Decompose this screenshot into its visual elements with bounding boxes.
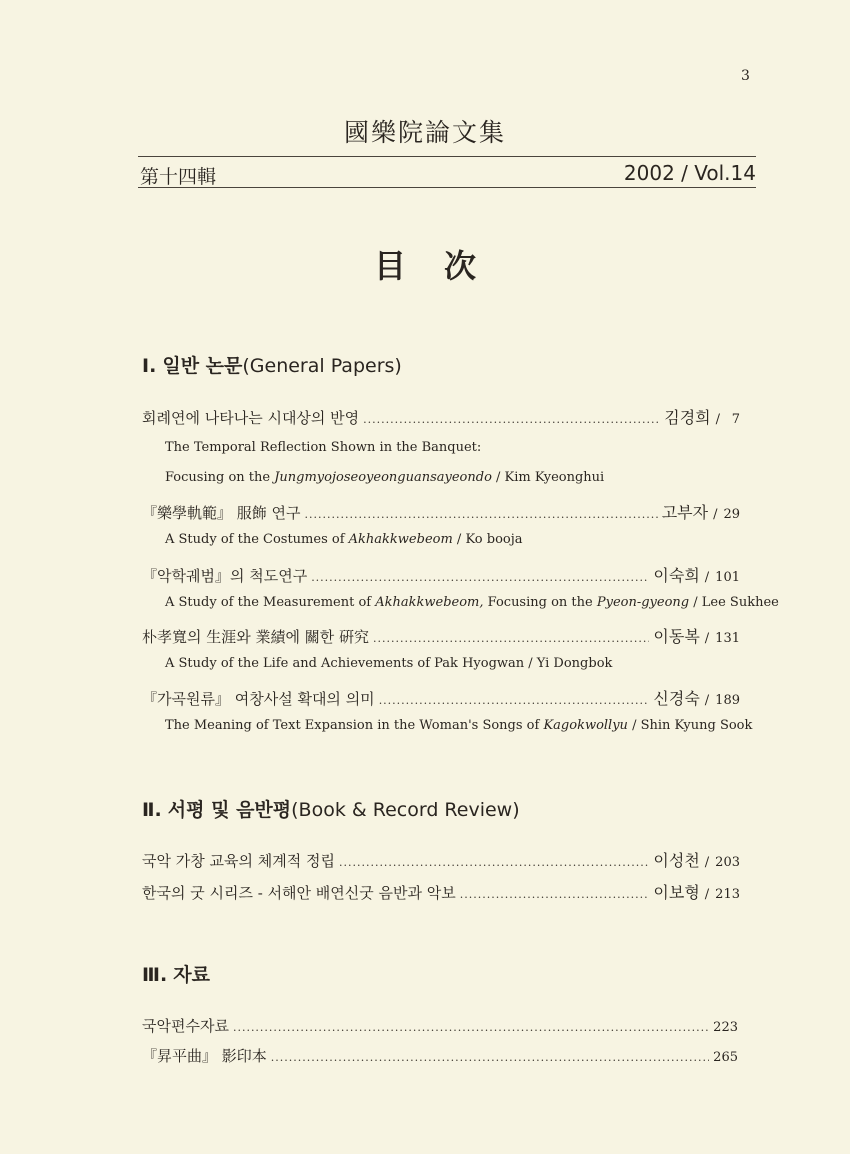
leader-dots (339, 856, 649, 869)
page-number: 3 (741, 68, 750, 84)
entry-page: 213 (715, 887, 740, 902)
entry-subtitle: The Temporal Reflection Shown in the Banquet: (165, 440, 482, 455)
header-rule-top (138, 156, 756, 157)
separator: / (704, 570, 710, 585)
entry-title: 『樂學軌範』 服飾 연구 (142, 504, 301, 522)
section-title: 일반 논문 (162, 355, 243, 377)
toc-title: 目次 (373, 247, 514, 285)
section-numeral: Ⅲ. (142, 964, 168, 986)
entry-subtitle: A Study of the Measurement of Akhakkwebeom, Focusing on the Pyeon-gyeong / Lee Sukhee (165, 595, 779, 610)
section-title: 서평 및 음반평 (167, 799, 292, 821)
journal-title: 國樂院論文集 (343, 118, 506, 147)
section-heading-materials (142, 960, 210, 987)
toc-entry[interactable] (142, 1015, 738, 1037)
entry-page: 223 (713, 1020, 738, 1035)
leader-dots (311, 571, 649, 584)
entry-title: 한국의 굿 시리즈 - 서해안 배연신굿 음반과 악보 (142, 884, 456, 902)
toc-entry[interactable] (142, 405, 740, 427)
section-title-en: (Book & Record Review) (291, 799, 520, 821)
leader-dots (233, 1021, 709, 1034)
entry-subtitle: A Study of the Life and Achievements of Pak Hyogwan / Yi Dongbok (165, 656, 613, 671)
section-heading-general-papers (142, 351, 402, 378)
separator: / (715, 412, 720, 427)
entry-author: 이성천 (653, 851, 700, 870)
entry-page: 265 (713, 1050, 738, 1065)
separator: / (713, 507, 718, 522)
entry-title: 朴孝寬의 生涯와 業績에 關한 硏究 (142, 628, 370, 646)
entry-title: 『가곡원류』 여창사설 확대의 의미 (142, 690, 375, 708)
entry-page: 203 (715, 855, 740, 870)
toc-entry[interactable] (142, 563, 740, 585)
entry-title: 국악편수자료 (142, 1017, 229, 1035)
issue-number: 第十四輯 (140, 166, 217, 188)
entry-author: 이동복 (653, 627, 700, 646)
toc-entry[interactable] (142, 880, 740, 902)
entry-title: 『악학궤범』의 척도연구 (142, 567, 308, 585)
entry-title: 『昇平曲』 影印本 (142, 1047, 267, 1065)
entry-subtitle: The Meaning of Text Expansion in the Woman's Songs of Kagokwollyu / Shin Kyung Sook (165, 718, 753, 733)
entry-author: 고부자 (661, 503, 709, 522)
entry-page: 7 (731, 412, 740, 427)
section-numeral: Ⅱ. (142, 799, 162, 821)
header-rule-bottom (138, 187, 756, 188)
leader-dots (460, 888, 650, 901)
entry-subtitle: Focusing on the Jungmyojoseoyeonguansayeondo / Kim Kyeonghui (165, 470, 605, 485)
leader-dots (363, 413, 660, 426)
leader-dots (305, 508, 658, 521)
entry-subtitle: A Study of the Costumes of Akhakkwebeom / Ko booja (165, 532, 523, 547)
section-title-en: (General Papers) (242, 355, 402, 377)
entry-page: 101 (715, 570, 740, 585)
leader-dots (271, 1051, 709, 1064)
entry-author: 이숙희 (653, 566, 700, 585)
toc-entry[interactable] (142, 500, 740, 522)
entry-author: 이보형 (653, 883, 700, 902)
section-title: 자료 (173, 964, 210, 986)
entry-title: 국악 가창 교육의 체계적 정립 (142, 852, 335, 870)
separator: / (704, 631, 710, 646)
section-heading-book-record-review (142, 795, 520, 822)
toc-entry[interactable] (142, 848, 740, 870)
section-numeral: Ⅰ. (142, 355, 157, 377)
toc-entry[interactable] (142, 624, 740, 646)
leader-dots (379, 694, 650, 707)
leader-dots (373, 632, 649, 645)
separator: / (704, 855, 710, 870)
year-volume: 2002 / Vol.14 (623, 161, 756, 185)
toc-entry[interactable] (142, 686, 740, 708)
entry-page: 131 (715, 631, 740, 646)
separator: / (704, 693, 710, 708)
entry-title: 회례연에 나타나는 시대상의 반영 (142, 409, 360, 427)
entry-page: 29 (723, 507, 740, 522)
entry-author: 김경희 (664, 408, 711, 427)
entry-author: 신경숙 (653, 689, 700, 708)
separator: / (704, 887, 710, 902)
toc-entry[interactable] (142, 1045, 738, 1067)
entry-page: 189 (715, 693, 740, 708)
